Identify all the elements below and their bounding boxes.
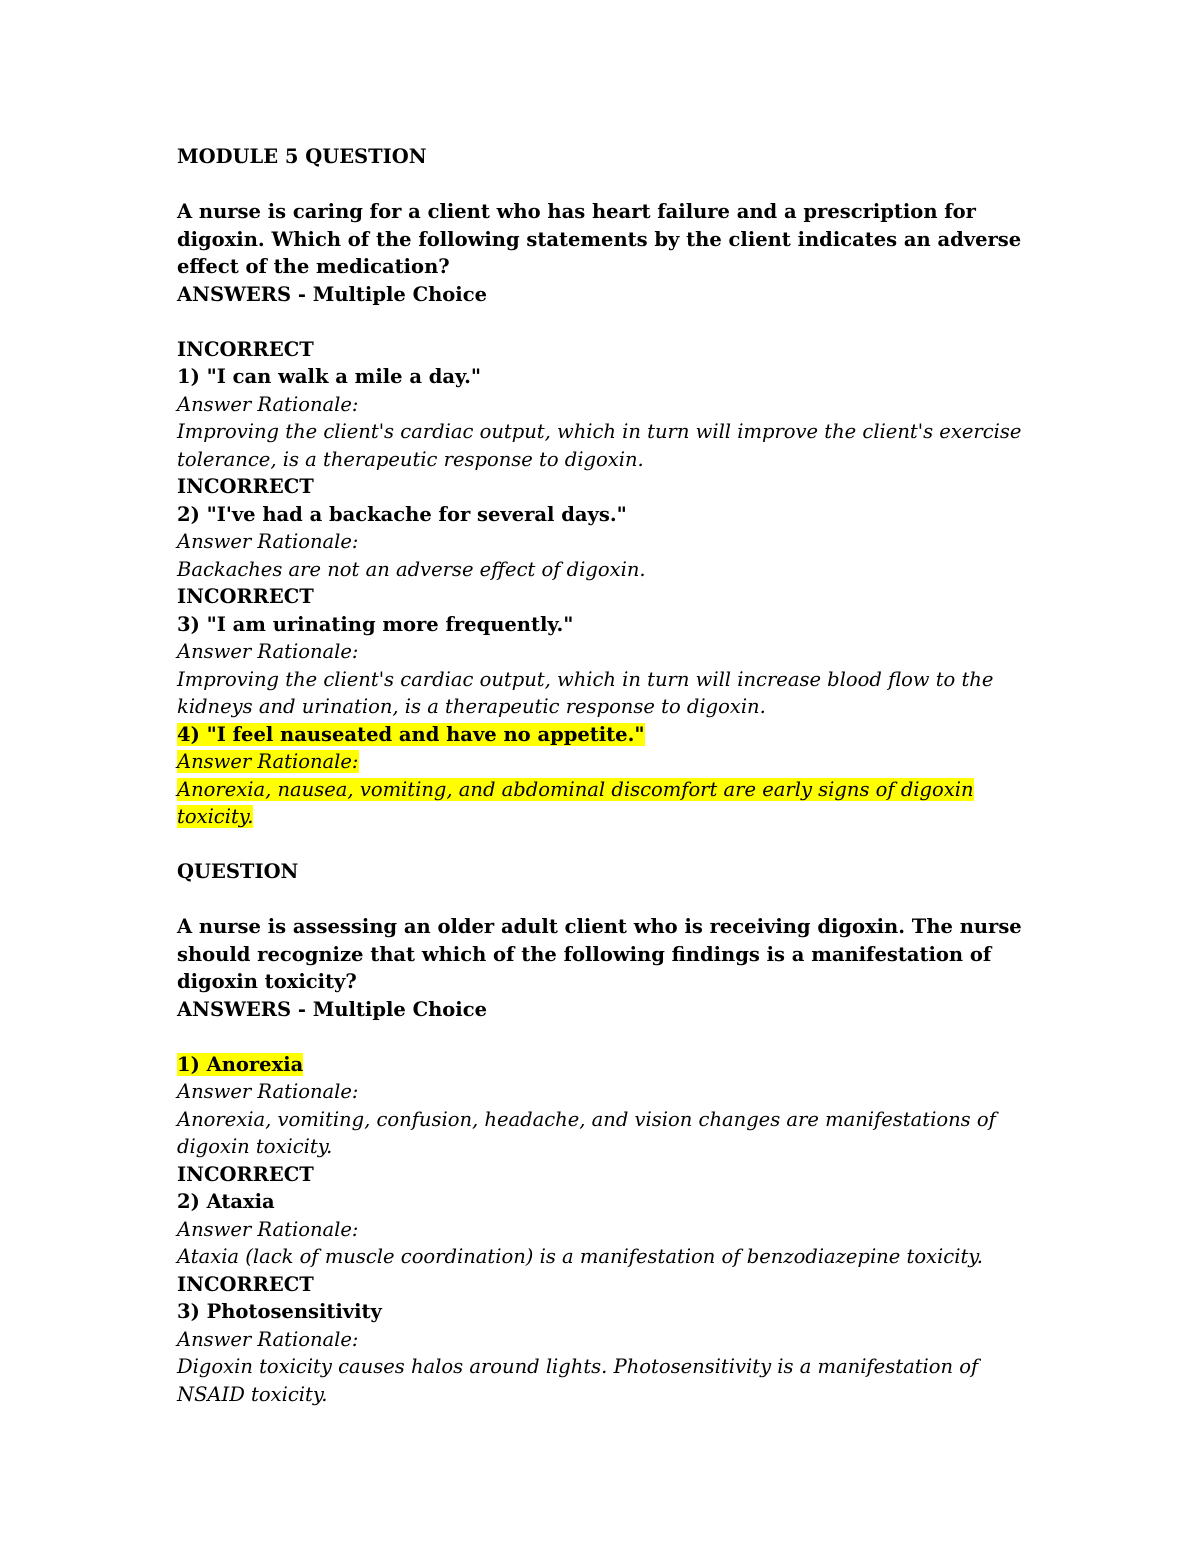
rationale-label: Answer Rationale:	[177, 1327, 359, 1351]
rationale-label: Answer Rationale:	[177, 1080, 359, 1103]
rationale-text: digoxin toxicity.	[177, 1135, 333, 1158]
answer-option	[177, 336, 1057, 474]
rationale-label: Answer Rationale:	[177, 640, 359, 663]
rationale-label: Answer Rationale:	[177, 1217, 359, 1241]
answer-status: INCORRECT	[177, 475, 314, 498]
question-2	[177, 858, 1057, 1408]
answer-text: 1) "I can walk a mile a day."	[177, 365, 482, 388]
module-title: MODULE 5 QUESTION	[177, 145, 427, 168]
answer-text: 2) Ataxia	[177, 1190, 275, 1213]
answer-status: INCORRECT	[177, 1272, 314, 1296]
rationale-text: Anorexia, vomiting, confusion, headache, and vision changes are manifestations of	[177, 1107, 996, 1131]
rationale-text: Anorexia, nausea, vomiting, and abdominal discomfort are early signs of digoxin	[177, 777, 974, 801]
answer-status: INCORRECT	[177, 1162, 314, 1186]
answer-option	[177, 1271, 1057, 1409]
answer-text: 3) Photosensitivity	[177, 1300, 382, 1323]
answer-option	[177, 1161, 1057, 1271]
rationale-text: Improving the client's cardiac output, which in turn will increase blood flow to the	[177, 667, 994, 691]
answers-label: ANSWERS - Multiple Choice	[177, 282, 487, 306]
rationale-label: Answer Rationale:	[177, 392, 359, 416]
rationale-text: NSAID toxicity.	[177, 1382, 328, 1406]
rationale-text: Backaches are not an adverse effect of digoxin.	[177, 557, 646, 581]
question-stem-line: effect of the medication?	[177, 255, 450, 278]
rationale-text: toxicity.	[177, 805, 254, 828]
answers-label: ANSWERS - Multiple Choice	[177, 997, 487, 1021]
rationale-label: Answer Rationale:	[177, 750, 359, 773]
answer-option	[177, 473, 1057, 583]
document-page	[177, 0, 1057, 1408]
rationale-text: kidneys and urination, is a therapeutic response to digoxin.	[177, 695, 766, 718]
answer-text: 3) "I am urinating more frequently."	[177, 612, 574, 636]
answer-text: 2) "I've had a backache for several days."	[177, 502, 627, 526]
rationale-text: tolerance, is a therapeutic response to digoxin.	[177, 447, 644, 471]
answer-option-correct	[177, 721, 1057, 831]
question-1	[177, 198, 1057, 831]
question-stem-line: digoxin. Which of the following statements by the client indicates an adverse	[177, 227, 1022, 251]
answer-option	[177, 583, 1057, 721]
question-title: QUESTION	[177, 860, 299, 883]
answer-option-correct	[177, 1051, 1057, 1161]
question-stem-line: A nurse is caring for a client who has heart failure and a prescription for	[177, 200, 976, 223]
rationale-label: Answer Rationale:	[177, 530, 359, 553]
answer-text-highlighted: 4) "I feel nauseated and have no appetite."	[177, 722, 645, 746]
answer-status: INCORRECT	[177, 585, 314, 608]
rationale-text: Ataxia (lack of muscle coordination) is a manifestation of benzodiazepine toxicity.	[177, 1245, 983, 1268]
question-stem-line: digoxin toxicity?	[177, 970, 357, 993]
rationale-text: Digoxin toxicity causes halos around lights. Photosensitivity is a manifestation of	[177, 1355, 979, 1378]
question-stem-line: should recognize that which of the following findings is a manifestation of	[177, 942, 992, 966]
answer-text-highlighted: 1) Anorexia	[177, 1052, 304, 1076]
rationale-text: Improving the client's cardiac output, which in turn will improve the client's exercise	[177, 420, 1022, 443]
question-stem-line: A nurse is assessing an older adult client who is receiving digoxin. The nurse	[177, 915, 1022, 938]
answer-status: INCORRECT	[177, 337, 314, 361]
